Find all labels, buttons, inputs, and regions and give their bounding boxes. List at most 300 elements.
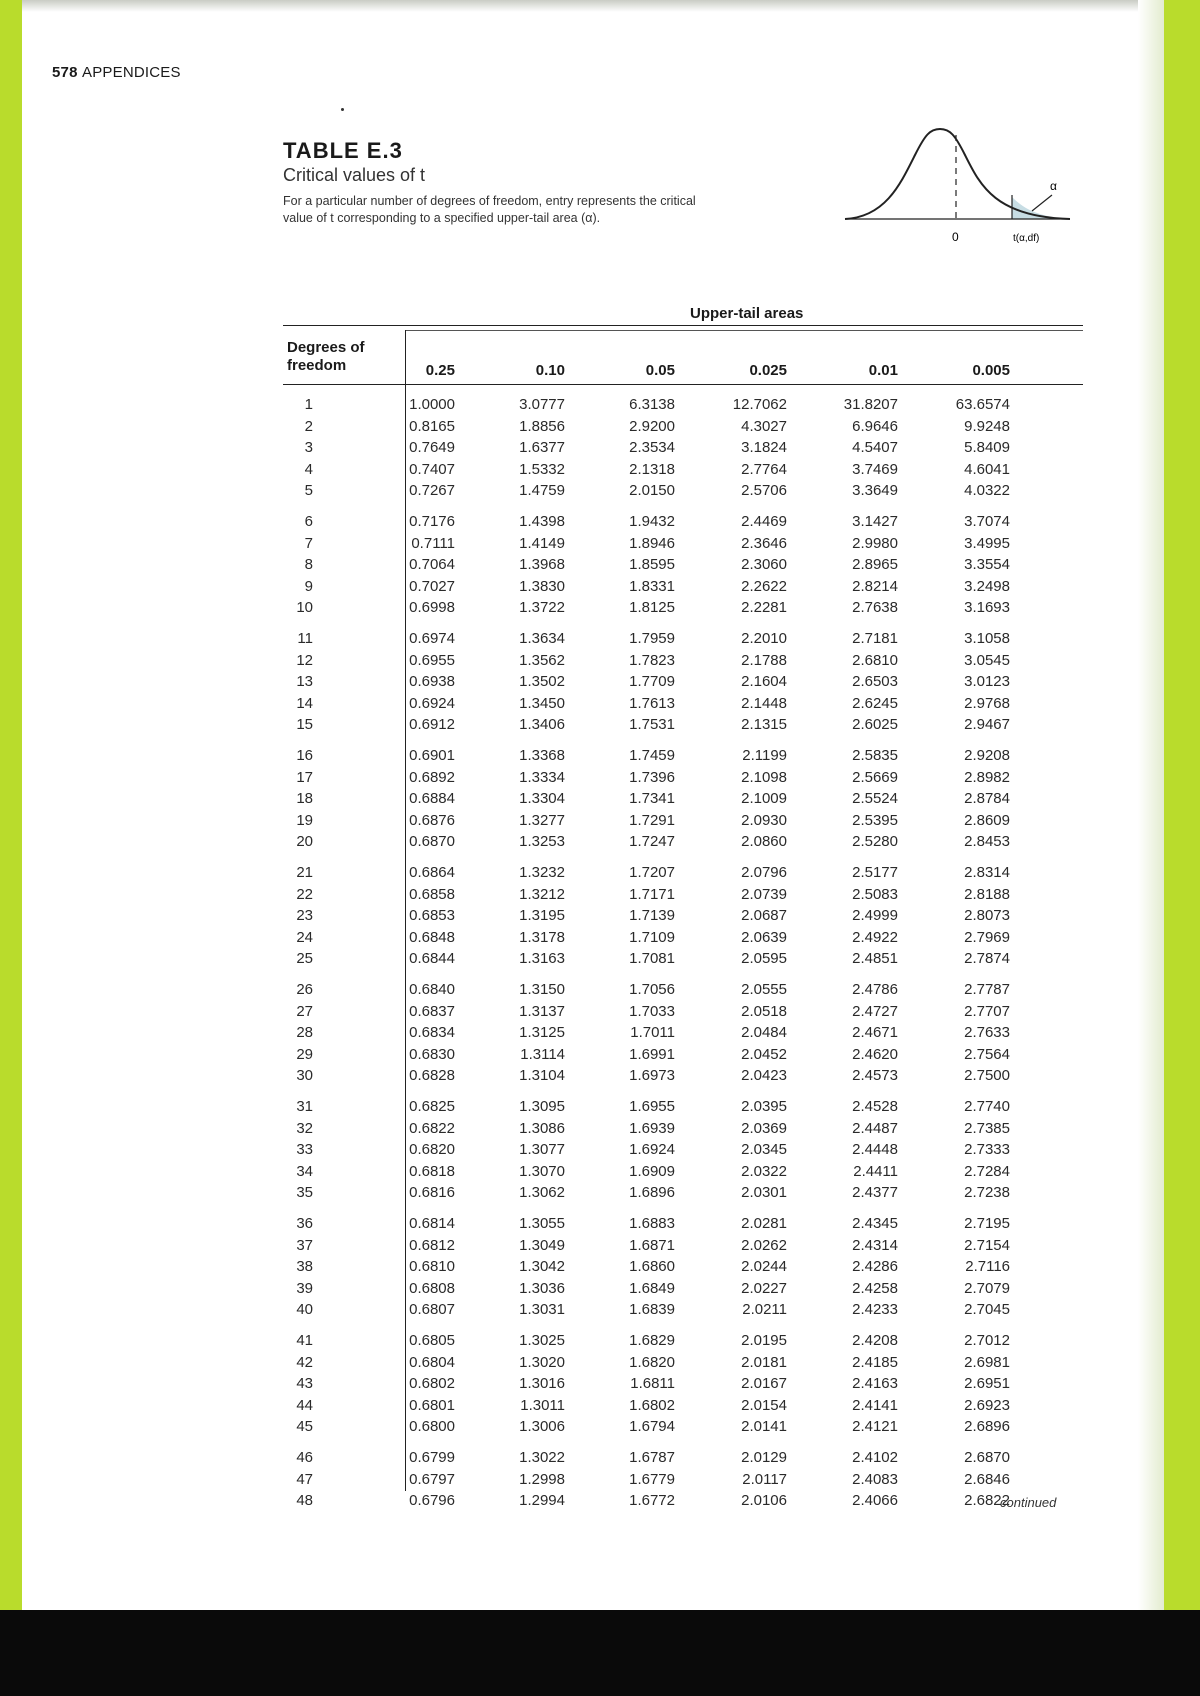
section-name: APPENDICES [82,64,181,81]
critical-value-cell: 1.3095 [519,1098,565,1115]
df-cell: 2 [304,417,313,435]
critical-value-cell: 3.0777 [519,396,565,413]
critical-value-cell: 0.6864 [409,864,455,881]
critical-value-cell: 1.3722 [519,599,565,617]
table-row [283,1046,1083,1068]
critical-value-cell: 2.7500 [964,1067,1010,1085]
critical-value-cell: 2.0117 [742,1470,787,1488]
critical-value-cell: 1.3042 [519,1258,565,1276]
critical-value-cell: 3.0123 [964,673,1010,691]
critical-value-cell: 1.3006 [519,1418,565,1436]
df-cell: 38 [296,1258,313,1276]
critical-value-cell: 1.8856 [519,417,565,435]
critical-value-cell: 2.1318 [629,460,675,478]
critical-value-cell: 0.6812 [409,1236,455,1254]
table-row [283,769,1083,791]
df-cell: 46 [296,1449,313,1466]
critical-value-cell: 2.1315 [741,716,787,734]
table-row [283,1354,1083,1376]
critical-value-cell: 1.3020 [519,1353,565,1371]
critical-value-cell: 2.7385 [964,1119,1010,1137]
df-cell: 39 [296,1279,313,1297]
critical-value-cell: 0.6870 [409,833,455,851]
critical-value-cell: 2.0195 [741,1332,787,1349]
critical-value-cell: 1.4149 [519,534,565,552]
critical-value-cell: 2.4786 [852,981,898,998]
critical-value-cell: 1.6820 [629,1353,675,1371]
df-cell: 9 [304,577,313,595]
critical-value-cell: 1.3502 [519,673,565,691]
critical-value-cell: 2.1199 [742,747,787,764]
critical-value-cell: 2.9980 [852,534,898,552]
critical-value-cell: 2.5524 [852,790,898,808]
critical-value-cell: 2.0395 [741,1098,787,1115]
critical-value-cell: 1.6909 [629,1162,675,1180]
df-cell: 48 [296,1492,313,1510]
critical-value-cell: 1.7033 [629,1002,675,1020]
df-cell: 22 [296,885,313,903]
df-cell: 29 [296,1045,313,1063]
df-cell: 26 [296,981,313,998]
df-cell: 16 [296,747,313,764]
critical-value-cell: 1.4398 [519,513,565,530]
table-row [283,929,1083,951]
critical-value-cell: 1.7459 [629,747,675,764]
critical-value-cell: 2.4851 [852,950,898,968]
df-cell: 34 [296,1162,313,1180]
df-cell: 14 [296,694,313,712]
table-row [283,1215,1083,1237]
critical-value-cell: 2.4448 [852,1141,898,1159]
critical-value-cell: 0.6822 [409,1119,455,1137]
table-row [283,1024,1083,1046]
critical-value-cell: 3.1824 [741,439,787,457]
critical-value-cell: 2.8188 [964,885,1010,903]
critical-value-cell: 1.3062 [519,1184,565,1202]
df-cell: 35 [296,1184,313,1202]
table-top-rule [283,325,1083,326]
critical-value-cell: 12.7062 [732,396,787,413]
table-row [283,673,1083,695]
critical-value-cell: 2.0106 [741,1492,787,1510]
critical-value-cell: 2.6822 [964,1492,1010,1510]
critical-value-cell: 1.3277 [519,811,565,829]
critical-value-cell: 2.2010 [741,630,787,647]
critical-value-cell: 2.0211 [742,1301,787,1319]
critical-value-cell: 1.3450 [519,694,565,712]
column-header-4: 0.01 [868,362,898,379]
df-cell: 44 [296,1396,313,1414]
df-cell: 37 [296,1236,313,1254]
df-cell: 1 [304,396,313,413]
critical-value-cell: 1.6377 [519,439,565,457]
table-row [283,461,1083,483]
critical-value-cell: 1.3049 [519,1236,565,1254]
critical-value-cell: 2.4528 [852,1098,898,1115]
table-row [283,812,1083,834]
critical-value-cell: 1.3086 [519,1119,565,1137]
critical-value-cell: 2.4411 [853,1162,898,1180]
critical-value-cell: 31.8207 [843,396,898,413]
alpha-arrow [1032,195,1052,211]
critical-value-cell: 0.6848 [409,928,455,946]
degrees-of-freedom-header [287,339,365,375]
critical-value-cell: 2.5835 [852,747,898,764]
critical-value-cell: 2.0150 [629,482,675,500]
critical-value-cell: 2.7633 [964,1024,1010,1042]
df-cell: 45 [296,1418,313,1436]
critical-value-cell: 2.0930 [741,811,787,829]
column-header-2: 0.05 [645,362,675,379]
critical-value-cell: 2.7181 [852,630,898,647]
header-bottom-rule [283,384,1083,385]
column-header-5: 0.005 [972,362,1010,379]
critical-value-cell: 2.5395 [852,811,898,829]
bottom-dark-band [0,1610,1200,1696]
critical-value-cell: 0.6876 [409,811,455,829]
critical-value-cell: 1.3178 [519,928,565,946]
right-margin-strip [1164,0,1200,1610]
critical-value-cell: 1.3031 [519,1301,565,1319]
table-row [283,886,1083,908]
critical-value-cell: 1.3232 [519,864,565,881]
critical-value-cell: 0.6816 [409,1184,455,1202]
df-cell: 31 [296,1098,313,1115]
critical-value-cell: 1.7291 [629,811,675,829]
table-row [283,652,1083,674]
table-row [283,630,1083,652]
critical-value-cell: 1.7109 [629,928,675,946]
critical-value-cell: 2.7284 [964,1162,1010,1180]
critical-value-cell: 1.3104 [519,1067,565,1085]
critical-value-cell: 0.6814 [409,1215,455,1232]
df-cell: 28 [296,1024,313,1042]
critical-value-cell: 0.6810 [409,1258,455,1276]
critical-value-cell: 2.5706 [741,482,787,500]
critical-value-cell: 2.6951 [964,1375,1010,1393]
critical-value-cell: 2.0595 [741,950,787,968]
critical-value-cell: 0.6800 [409,1418,455,1436]
critical-value-cell: 2.4258 [852,1279,898,1297]
table-row [283,513,1083,535]
critical-value-cell: 2.4377 [852,1184,898,1202]
critical-value-cell: 0.6884 [409,790,455,808]
table-row [283,396,1083,418]
critical-value-cell: 3.2498 [964,577,1010,595]
df-cell: 13 [296,673,313,691]
critical-value-cell: 2.1448 [741,694,787,712]
table-row [283,1098,1083,1120]
df-cell: 43 [296,1375,313,1393]
critical-value-cell: 4.5407 [852,439,898,457]
critical-value-cell: 2.0227 [741,1279,787,1297]
table-row [283,1120,1083,1142]
table-subtitle: Critical values of t [283,165,426,185]
table-row [283,1258,1083,1280]
critical-value-cell: 1.7709 [629,673,675,691]
critical-value-cell: 2.4141 [852,1396,898,1414]
critical-value-cell: 1.3304 [519,790,565,808]
critical-value-cell: 2.7333 [964,1141,1010,1159]
df-cell: 6 [304,513,313,530]
critical-value-cell: 2.7969 [964,928,1010,946]
critical-value-cell: 3.1693 [964,599,1010,617]
table-row [283,482,1083,504]
critical-value-cell: 2.0181 [741,1353,787,1371]
critical-value-cell: 2.6810 [852,651,898,669]
critical-value-cell: 2.4487 [852,1119,898,1137]
critical-value-cell: 2.9768 [964,694,1010,712]
critical-value-cell: 2.7564 [964,1045,1010,1063]
critical-value-cell: 1.3195 [519,907,565,925]
table-row [283,1449,1083,1471]
critical-value-cell: 2.4922 [852,928,898,946]
critical-value-cell: 1.3634 [519,630,565,647]
t-distribution-figure [830,125,1090,275]
critical-value-cell: 2.4102 [852,1449,898,1466]
critical-value-cell: 2.7012 [964,1332,1010,1349]
critical-value-cell: 2.5669 [852,768,898,786]
table-row [283,1301,1083,1323]
table-row [283,1375,1083,1397]
critical-value-cell: 2.8214 [852,577,898,595]
critical-value-cell: 2.7045 [964,1301,1010,1319]
critical-value-cell: 0.6797 [409,1470,455,1488]
table-row [283,578,1083,600]
spanner-rule [405,330,1083,331]
critical-value-cell: 1.7207 [629,864,675,881]
critical-value-cell: 1.3016 [519,1375,565,1393]
critical-value-cell: 0.6808 [409,1279,455,1297]
critical-value-cell: 2.7874 [964,950,1010,968]
critical-value-cell: 2.4345 [852,1215,898,1232]
critical-value-cell: 1.3830 [519,577,565,595]
table-row [283,1163,1083,1185]
critical-value-cell: 2.9208 [964,747,1010,764]
df-header-line-1: Degrees of [287,339,365,356]
critical-value-cell: 1.6787 [629,1449,675,1466]
critical-value-cell: 2.6896 [964,1418,1010,1436]
table-row [283,833,1083,855]
critical-value-cell: 3.1427 [852,513,898,530]
critical-value-cell: 0.6892 [409,768,455,786]
critical-value-cell: 2.0281 [741,1215,787,1232]
critical-value-cell: 0.6799 [409,1449,455,1466]
critical-value-cell: 1.6955 [629,1098,675,1115]
critical-value-cell: 1.3114 [520,1045,565,1063]
critical-value-cell: 2.6503 [852,673,898,691]
df-cell: 32 [296,1119,313,1137]
df-cell: 40 [296,1301,313,1319]
critical-value-cell: 0.6828 [409,1067,455,1085]
critical-value-cell: 2.7079 [964,1279,1010,1297]
critical-value-cell: 0.6912 [409,716,455,734]
critical-value-cell: 2.1098 [741,768,787,786]
critical-value-cell: 2.7740 [964,1098,1010,1115]
critical-value-label: t(α,df) [1013,233,1040,244]
critical-value-cell: 4.6041 [964,460,1010,478]
critical-value-cell: 2.2622 [741,577,787,595]
critical-value-cell: 2.0484 [741,1024,787,1042]
critical-value-cell: 4.3027 [741,417,787,435]
table-row [283,950,1083,972]
critical-value-cell: 2.4121 [852,1418,898,1436]
critical-value-cell: 1.7139 [629,907,675,925]
table-row [283,599,1083,621]
critical-value-cell: 2.6846 [964,1470,1010,1488]
column-header-0: 0.25 [425,362,455,379]
critical-value-cell: 2.8609 [964,811,1010,829]
critical-value-cell: 1.8595 [629,556,675,574]
column-header-1: 0.10 [535,362,565,379]
critical-value-cell: 1.7531 [629,716,675,734]
critical-value-cell: 3.7074 [964,513,1010,530]
critical-value-cell: 0.6837 [409,1002,455,1020]
critical-value-cell: 2.0345 [741,1141,787,1159]
critical-value-cell: 2.4083 [852,1470,898,1488]
critical-value-cell: 1.7823 [629,651,675,669]
critical-value-cell: 1.3022 [519,1449,565,1466]
critical-value-cell: 2.7638 [852,599,898,617]
df-cell: 23 [296,907,313,925]
critical-value-cell: 0.6974 [409,630,455,647]
bell-curve [845,129,1070,219]
critical-value-cell: 0.6820 [409,1141,455,1159]
critical-value-cell: 2.4314 [852,1236,898,1254]
critical-value-cell: 1.7171 [629,885,675,903]
critical-value-cell: 2.8784 [964,790,1010,808]
df-cell: 42 [296,1353,313,1371]
critical-value-cell: 2.0860 [741,833,787,851]
critical-value-cell: 1.7341 [629,790,675,808]
critical-value-cell: 1.3011 [520,1396,565,1414]
df-cell: 12 [296,651,313,669]
critical-value-cell: 2.5177 [852,864,898,881]
critical-value-cell: 2.6923 [964,1396,1010,1414]
critical-value-cell: 2.6870 [964,1449,1010,1466]
critical-value-cell: 2.6025 [852,716,898,734]
critical-value-cell: 2.0423 [741,1067,787,1085]
critical-value-cell: 0.6804 [409,1353,455,1371]
critical-value-cell: 2.0452 [741,1045,787,1063]
critical-value-cell: 2.0167 [741,1375,787,1393]
critical-value-cell: 1.6860 [629,1258,675,1276]
critical-value-cell: 2.9200 [629,417,675,435]
df-cell: 3 [304,439,313,457]
critical-value-cell: 1.8331 [629,577,675,595]
table-row [283,1141,1083,1163]
critical-value-cell: 1.7396 [629,768,675,786]
critical-value-cell: 2.7707 [964,1002,1010,1020]
critical-value-cell: 2.0262 [741,1236,787,1254]
table-row [283,981,1083,1003]
critical-value-cell: 9.9248 [964,417,1010,435]
critical-value-cell: 2.7154 [964,1236,1010,1254]
critical-value-cell: 2.2281 [741,599,787,617]
critical-value-cell: 1.6896 [629,1184,675,1202]
critical-value-cell: 0.8165 [409,417,455,435]
critical-value-cell: 2.7238 [964,1184,1010,1202]
df-cell: 11 [297,630,313,647]
critical-value-cell: 1.3150 [519,981,565,998]
zero-label: 0 [952,230,959,244]
critical-value-cell: 2.1788 [741,651,787,669]
critical-value-cell: 0.6844 [409,950,455,968]
critical-value-cell: 2.8314 [964,864,1010,881]
critical-value-cell: 1.6839 [629,1301,675,1319]
df-cell: 27 [296,1002,313,1020]
critical-value-cell: 2.4185 [852,1353,898,1371]
critical-value-cell: 2.8965 [852,556,898,574]
critical-value-cell: 2.0129 [741,1449,787,1466]
critical-value-cell: 2.6981 [964,1353,1010,1371]
critical-value-cell: 2.8982 [964,768,1010,786]
critical-value-cell: 3.3554 [964,556,1010,574]
critical-value-cell: 1.3077 [519,1141,565,1159]
critical-value-cell: 0.6805 [409,1332,455,1349]
critical-value-cell: 2.4469 [741,513,787,530]
critical-value-cell: 6.9646 [852,417,898,435]
critical-value-cell: 0.7407 [409,460,455,478]
critical-value-cell: 3.1058 [964,630,1010,647]
critical-value-cell: 1.3968 [519,556,565,574]
df-cell: 36 [296,1215,313,1232]
critical-value-cell: 1.6802 [629,1396,675,1414]
critical-value-cell: 0.6840 [409,981,455,998]
critical-value-cell: 2.0518 [741,1002,787,1020]
critical-value-cell: 3.4995 [964,534,1010,552]
critical-value-cell: 4.0322 [964,482,1010,500]
critical-value-cell: 1.5332 [519,460,565,478]
table-description: For a particular number of degrees of freedom, entry represents the critical value of t corresponding to a specified upper-tail area (α). [283,194,696,225]
critical-value-cell: 2.4671 [852,1024,898,1042]
table-row [283,1237,1083,1259]
critical-value-cell: 0.6825 [409,1098,455,1115]
critical-value-cell: 3.7469 [852,460,898,478]
df-cell: 5 [304,482,313,500]
critical-value-cell: 2.0154 [741,1396,787,1414]
table-row [283,1003,1083,1025]
df-cell: 7 [304,534,313,552]
table-row [283,1332,1083,1354]
df-cell: 8 [304,556,313,574]
critical-value-cell: 0.6938 [409,673,455,691]
df-cell: 47 [296,1470,313,1488]
critical-value-cell: 0.6818 [409,1162,455,1180]
critical-value-cell: 0.6858 [409,885,455,903]
critical-value-cell: 2.0244 [741,1258,787,1276]
continued-note: continued [1000,1495,1057,1510]
critical-value-cell: 0.6802 [409,1375,455,1393]
df-cell: 30 [296,1067,313,1085]
critical-value-cell: 1.6772 [629,1492,675,1510]
critical-value-cell: 2.7764 [741,460,787,478]
table-title: TABLE E.3 [283,138,403,163]
right-page-shadow [1138,0,1164,1610]
critical-value-cell: 0.7176 [409,513,455,530]
critical-value-cell: 0.6801 [409,1396,455,1414]
critical-value-cell: 6.3138 [629,396,675,413]
critical-value-cell: 1.6924 [629,1141,675,1159]
critical-value-cell: 2.4066 [852,1492,898,1510]
critical-value-cell: 2.7787 [964,981,1010,998]
critical-value-cell: 2.8453 [964,833,1010,851]
critical-value-cell: 2.0322 [741,1162,787,1180]
critical-value-cell: 1.3036 [519,1279,565,1297]
critical-value-cell: 1.3334 [519,768,565,786]
critical-value-cell: 1.3055 [519,1215,565,1232]
critical-value-cell: 0.6853 [409,907,455,925]
